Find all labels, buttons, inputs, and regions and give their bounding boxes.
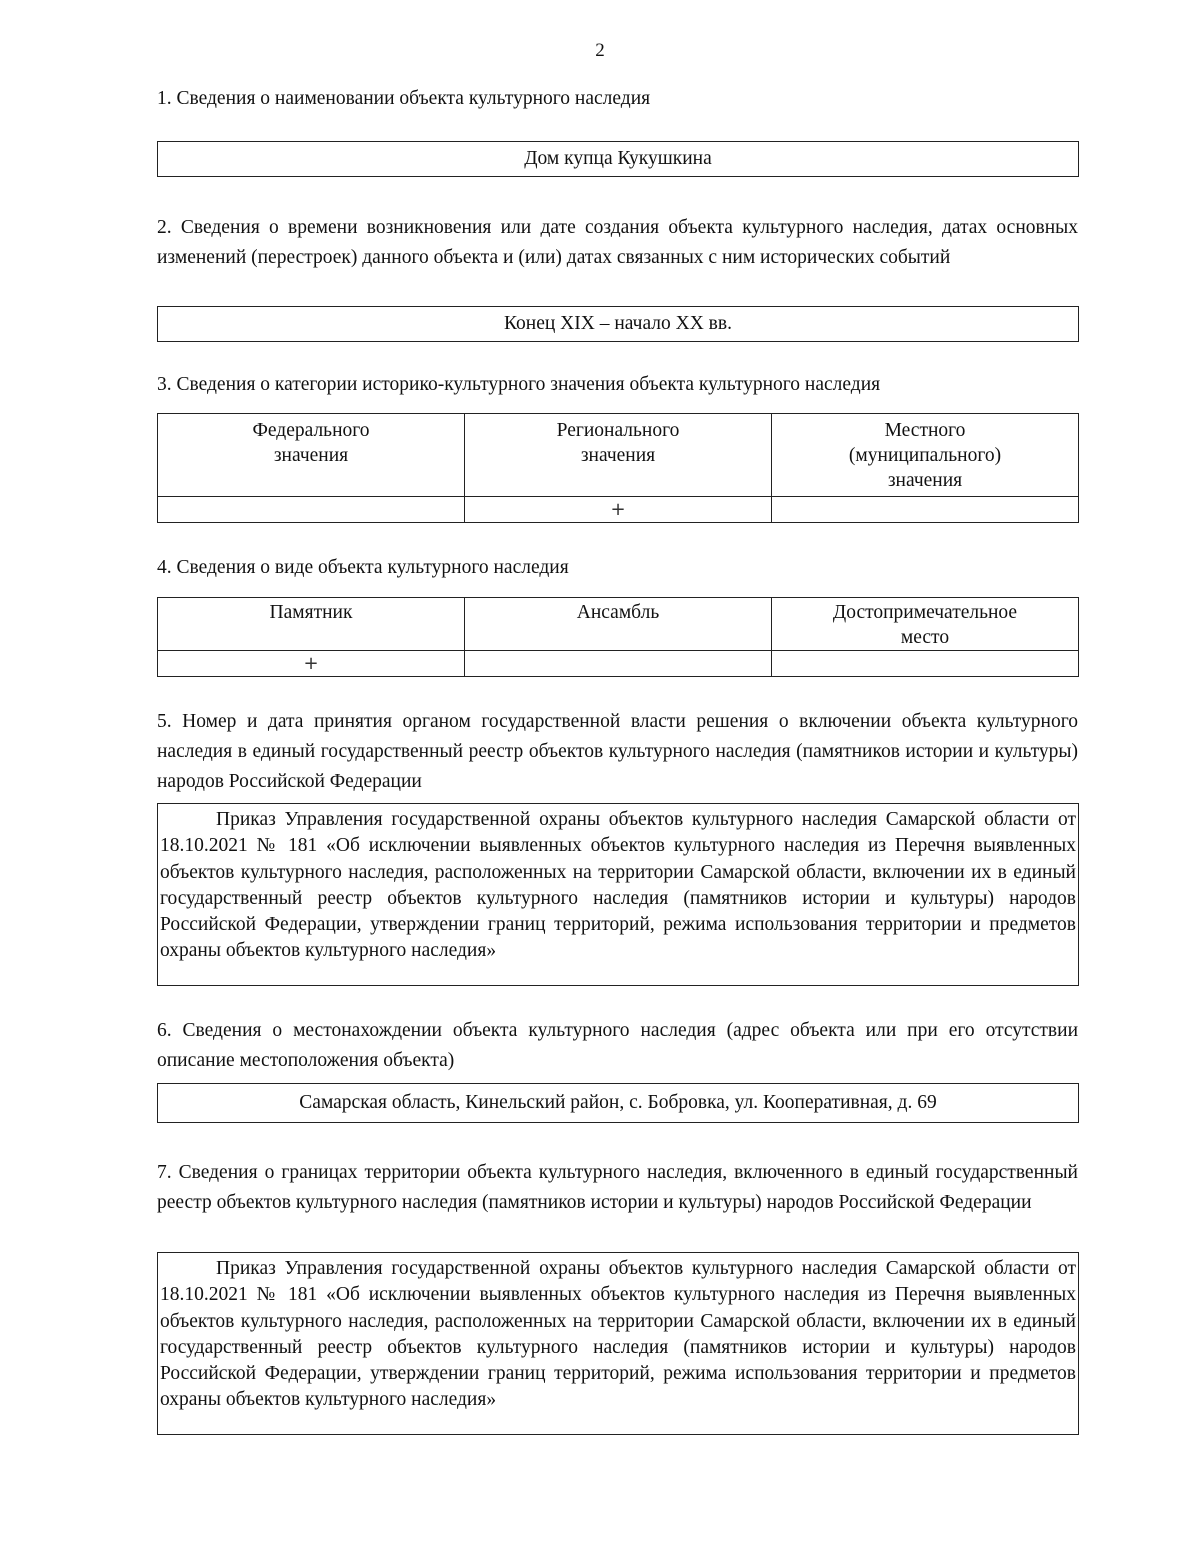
section-6-title: 6. Сведения о местонахождении объекта культурного наследия (адрес объекта или при его отсутствии описание местоположения объекта) xyxy=(157,1020,1078,1071)
section-4-title: 4. Сведения о виде объекта культурного наследия xyxy=(157,557,569,578)
type-header-monument: Памятник xyxy=(158,598,465,651)
creation-date-box xyxy=(157,306,1079,342)
page-number: 2 xyxy=(595,40,605,61)
category-header-row xyxy=(158,414,1079,497)
category-mark-local xyxy=(772,497,1079,523)
category-header-federal: Федерального значения xyxy=(158,414,465,497)
address-box xyxy=(157,1083,1079,1123)
category-table xyxy=(157,413,1079,523)
section-5-title: 5. Номер и дата принятия органом государственной власти решения о включении объекта культурного наследия в единый государственный реестр объектов культурного наследия (памятников истории и культуры) народов Российской Федерации xyxy=(157,711,1078,792)
type-mark-row xyxy=(158,651,1079,677)
type-mark-landmark xyxy=(772,651,1079,677)
type-table xyxy=(157,597,1079,677)
object-name-value: Дом купца Кукушкина xyxy=(524,148,712,169)
territory-boundaries-box xyxy=(157,1252,1079,1435)
type-header-ensemble: Ансамбль xyxy=(465,598,772,651)
category-mark-regional: + xyxy=(465,497,772,523)
address-value: Самарская область, Кинельский район, с. Бобровка, ул. Кооперативная, д. 69 xyxy=(299,1092,937,1113)
registry-decision-text: Приказ Управления государственной охраны объектов культурного наследия Самарской области от 18.10.2021 № 181 «Об исключении выявленных объектов культурного наследия из Перечня выявленных объектов культурного наследия, расположенных на территории Самарской области, включении их в единый государственный реестр объектов культурного наследия (памятников истории и культуры) народов Российской Федерации, утверждении границ территорий, режима использования территории и предметов охраны объектов культурного наследия» xyxy=(160,809,1076,962)
section-3-title: 3. Сведения о категории историко-культурного значения объекта культурного наследия xyxy=(157,374,881,395)
category-header-regional: Регионального значения xyxy=(465,414,772,497)
section-2-title: 2. Сведения о времени возникновения или дате создания объекта культурного наследия, датах основных изменений (перестроек) данного объекта и (или) датах связанных с ним исторических событий xyxy=(157,217,1078,268)
type-header-row xyxy=(158,598,1079,651)
section-1-title: 1. Сведения о наименовании объекта культурного наследия xyxy=(157,88,651,109)
section-7-title: 7. Сведения о границах территории объекта культурного наследия, включенного в единый государственный реестр объектов культурного наследия (памятников истории и культуры) народов Российской Федерации xyxy=(157,1162,1078,1213)
type-header-landmark: Достопримечательное место xyxy=(772,598,1079,651)
object-name-box xyxy=(157,141,1079,177)
category-header-local: Местного (муниципального) значения xyxy=(772,414,1079,497)
type-mark-monument: + xyxy=(158,651,465,677)
category-mark-federal xyxy=(158,497,465,523)
creation-date-value: Конец XIX – начало XX вв. xyxy=(504,313,732,334)
type-mark-ensemble xyxy=(465,651,772,677)
territory-boundaries-text: Приказ Управления государственной охраны объектов культурного наследия Самарской области от 18.10.2021 № 181 «Об исключении выявленных объектов культурного наследия из Перечня выявленных объектов культурного наследия, расположенных на территории Самарской области, включении их в единый государственный реестр объектов культурного наследия (памятников истории и культуры) народов Российской Федерации, утверждении границ территорий, режима использования территории и предметов охраны объектов культурного наследия» xyxy=(160,1258,1076,1411)
category-mark-row xyxy=(158,497,1079,523)
registry-decision-box xyxy=(157,803,1079,986)
